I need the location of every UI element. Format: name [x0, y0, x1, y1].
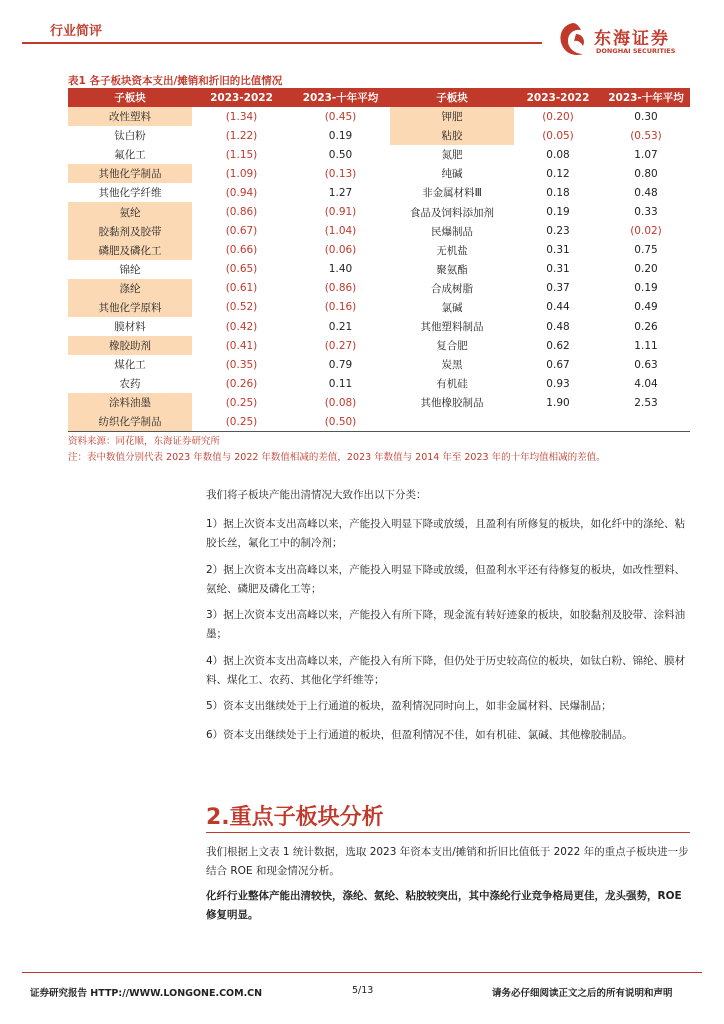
- classification-item: 6）资本支出继续处于上行通道的板块，但盈利情况不佳，如有机硅、氯碱、其他橡胶制品。: [206, 729, 633, 741]
- table-header-row: [68, 88, 690, 107]
- sector-name-cell: 氮肥: [441, 149, 463, 162]
- sector-name-cell: 氨纶: [68, 202, 192, 221]
- value-cell: 1.90: [546, 396, 570, 409]
- sector-name-cell: 纺织化学制品: [68, 413, 192, 432]
- value-cell: (1.15): [225, 148, 258, 161]
- footer-divider: [22, 972, 702, 973]
- value-cell: 2.53: [634, 396, 658, 409]
- value-cell: (0.26): [225, 377, 258, 390]
- table-row: [68, 279, 690, 298]
- value-cell: (0.61): [225, 282, 258, 295]
- value-cell: 0.48: [634, 186, 658, 199]
- sector-name-cell: 民爆制品: [431, 225, 473, 238]
- value-cell: 0.49: [634, 301, 658, 314]
- value-cell: (0.25): [225, 396, 258, 409]
- sector-name-cell: 钾肥: [390, 107, 514, 126]
- sector-name-cell: 农药: [119, 378, 141, 391]
- value-cell: (0.86): [324, 282, 357, 295]
- value-cell: (0.66): [225, 244, 258, 257]
- column-header: 2023-2022: [192, 88, 291, 107]
- sector-name-cell: 氟化工: [114, 149, 146, 162]
- value-cell: 0.50: [328, 148, 353, 161]
- classification-item: 3）据上次资本支出高峰以来，产能投入有所下降，现金流有转好迹象的板块，如胶黏剂及胶带、涂料油墨；: [206, 609, 686, 640]
- sector-name-cell: 其他化学纤维: [98, 187, 162, 200]
- value-cell: 0.75: [634, 244, 658, 257]
- section-label: 行业简评: [50, 24, 103, 39]
- value-cell: 0.63: [634, 358, 658, 371]
- classification-item: 4）据上次资本支出高峰以来，产能投入有所下降，但仍处于历史较高位的板块，如钛白粉、锦纶、膜材料、煤化工、农药、其他化学纤维等；: [206, 655, 686, 686]
- page-header: [0, 0, 724, 60]
- footer-report-link: 证券研究报告 HTTP://WWW.LONGONE.COM.CN: [30, 988, 263, 999]
- value-cell: 0.30: [634, 110, 658, 123]
- sector-name-cell: 改性塑料: [68, 107, 192, 126]
- sector-name-cell: 非金属材料Ⅲ: [422, 187, 482, 200]
- value-cell: (1.34): [225, 110, 258, 123]
- value-cell: 0.08: [546, 148, 570, 161]
- value-cell: 0.20: [634, 263, 658, 276]
- value-cell: 0.80: [634, 167, 658, 180]
- table-row: [68, 202, 690, 221]
- value-cell: 1.40: [328, 263, 353, 276]
- sector-name-cell: 胶黏剂及胶带: [68, 222, 192, 241]
- value-cell: (0.45): [324, 110, 357, 123]
- sector-name-cell: 食品及饲料添加剂: [410, 206, 494, 219]
- sector-name-cell: 复合肥: [436, 340, 468, 353]
- table-note: 注：表中数值分别代表 2023 年数值与 2022 年数值相减的差值，2023 年数值与 2014 年至 2023 年的十年均值相减的差值。: [68, 452, 606, 463]
- value-cell: (0.08): [324, 396, 357, 409]
- value-cell: 0.11: [328, 377, 353, 390]
- value-cell: (0.91): [324, 206, 357, 219]
- capex-ratio-table: [68, 88, 690, 432]
- value-cell: (0.52): [225, 301, 258, 314]
- value-cell: 0.67: [546, 358, 570, 371]
- value-cell: 0.21: [328, 320, 353, 333]
- sector-name-cell: 钛白粉: [114, 130, 146, 143]
- value-cell: (0.20): [542, 110, 574, 123]
- sector-name-cell: 炭黑: [441, 359, 463, 372]
- key-finding-paragraph: 化纤行业整体产能出清较快，涤纶、氨纶、粘胶较突出，其中涤纶行业竞争格局更佳，龙头强势，ROE 修复明显。: [206, 890, 682, 921]
- value-cell: (0.13): [324, 167, 357, 180]
- table-row: [68, 355, 690, 374]
- sector-name-cell: 氯碱: [441, 301, 463, 314]
- sector-name-cell: 无机盐: [436, 244, 468, 257]
- value-cell: 0.33: [634, 206, 658, 219]
- column-header: 2023-2022: [514, 88, 602, 107]
- value-cell: (0.41): [225, 339, 258, 352]
- table-source: 资料来源：同花顺，东海证券研究所: [68, 436, 221, 447]
- value-cell: 0.48: [546, 320, 570, 333]
- classification-item: 2）据上次资本支出高峰以来，产能投入明显下降或放缓，但盈利水平还有待修复的板块，如改性塑料、氨纶、磷肥及磷化工等；: [206, 564, 686, 595]
- column-header: 子板块: [68, 88, 192, 107]
- table-row: [68, 241, 690, 260]
- value-cell: (0.16): [324, 301, 357, 314]
- sector-name-cell: 涤纶: [68, 279, 192, 298]
- table-row: [68, 298, 690, 317]
- sector-name-cell: 聚氨酯: [436, 263, 468, 276]
- value-cell: 0.79: [328, 358, 353, 371]
- classification-intro: 我们将子板块产能出清情况大致作出以下分类：: [206, 489, 427, 501]
- value-cell: 0.62: [546, 339, 570, 352]
- header-divider: [22, 42, 542, 44]
- column-header: 2023-十年平均: [602, 88, 690, 107]
- sector-name-cell: 其他橡胶制品: [420, 397, 484, 410]
- value-cell: 1.27: [328, 186, 353, 199]
- classification-item: 5）资本支出继续处于上行通道的板块，盈利情况同时向上，如非金属材料、民爆制品；: [206, 700, 612, 712]
- value-cell: (0.35): [225, 358, 258, 371]
- table-row: [68, 317, 690, 336]
- value-cell: (0.02): [630, 225, 662, 238]
- value-cell: 0.12: [546, 167, 570, 180]
- value-cell: 0.93: [546, 377, 570, 390]
- value-cell: 0.44: [546, 301, 570, 314]
- value-cell: 1.07: [634, 148, 658, 161]
- sector-name-cell: 合成树脂: [431, 282, 473, 295]
- value-cell: (0.50): [291, 413, 390, 432]
- sector-name-cell: 橡胶助剂: [68, 336, 192, 355]
- value-cell: 0.23: [546, 225, 570, 238]
- table-row: [68, 222, 690, 241]
- sector-name-cell: 磷肥及磷化工: [68, 241, 192, 260]
- table-row: [68, 183, 690, 202]
- section-divider: [206, 832, 690, 833]
- sector-name-cell: 涂料油墨: [68, 393, 192, 412]
- sector-name-cell: 粘胶: [390, 126, 514, 145]
- value-cell: 0.19: [634, 282, 658, 295]
- table-row: [68, 336, 690, 355]
- value-cell: 0.18: [546, 186, 570, 199]
- value-cell: (0.25): [192, 413, 291, 432]
- sector-name-cell: 有机硅: [436, 378, 468, 391]
- sector-name-cell: 锦纶: [119, 263, 141, 276]
- value-cell: 0.26: [634, 320, 658, 333]
- column-header: 2023-十年平均: [291, 88, 390, 107]
- value-cell: 0.31: [546, 244, 570, 257]
- value-cell: 0.37: [546, 282, 570, 295]
- table-row: [68, 107, 690, 126]
- value-cell: (0.06): [324, 244, 357, 257]
- sector-name-cell: 纯碱: [441, 168, 463, 181]
- table-row: [68, 126, 690, 145]
- sector-name-cell: 其他化学原料: [68, 298, 192, 317]
- logo-chinese-name: 东海证券: [594, 29, 670, 49]
- value-cell: [514, 413, 602, 432]
- value-cell: (1.09): [225, 167, 258, 180]
- value-cell: 0.19: [328, 129, 353, 142]
- footer-disclaimer: 请务必仔细阅读正文之后的所有说明和声明: [492, 988, 673, 999]
- value-cell: [602, 413, 690, 432]
- table-row: [68, 164, 690, 183]
- value-cell: (0.67): [225, 225, 258, 238]
- value-cell: (0.94): [225, 186, 258, 199]
- value-cell: 4.04: [634, 377, 658, 390]
- section-heading: 2.重点子板块分析: [206, 805, 384, 830]
- logo-english-name: DONGHAI SECURITIES: [596, 47, 676, 55]
- classification-item: 1）据上次资本支出高峰以来，产能投入明显下降或放缓，且盈利有所修复的板块，如化纤中的涤纶、粘胶长丝，氟化工中的制冷剂；: [206, 518, 686, 549]
- value-cell: 0.19: [546, 206, 570, 219]
- dragon-logo-icon: [556, 20, 590, 60]
- sector-name-cell: 膜材料: [114, 321, 146, 334]
- value-cell: (0.05): [542, 129, 574, 142]
- value-cell: (0.53): [630, 129, 662, 142]
- page-number: 5/13: [352, 985, 374, 996]
- sector-name-cell: [390, 413, 514, 432]
- column-header: 子板块: [390, 88, 514, 107]
- sector-name-cell: 煤化工: [114, 359, 146, 372]
- sector-name-cell: 其他塑料制品: [420, 321, 484, 334]
- value-cell: (0.65): [225, 263, 258, 276]
- value-cell: (1.22): [225, 129, 258, 142]
- value-cell: 0.31: [546, 263, 570, 276]
- value-cell: (0.27): [324, 339, 357, 352]
- company-logo: [556, 20, 704, 64]
- table-row: [68, 145, 690, 164]
- table-row: [68, 260, 690, 279]
- value-cell: (0.86): [225, 206, 258, 219]
- table-caption: 表1 各子板块资本支出/摊销和折旧的比值情况: [68, 75, 283, 87]
- value-cell: (0.42): [225, 320, 258, 333]
- table-row: [68, 413, 690, 432]
- sector-name-cell: 其他化学制品: [68, 164, 192, 183]
- value-cell: (1.04): [324, 225, 357, 238]
- value-cell: 1.11: [634, 339, 658, 352]
- section-paragraph: 我们根据上文表 1 统计数据，选取 2023 年资本支出/摊销和折旧比值低于 2022 年的重点子板块进一步结合 ROE 和现金情况分析。: [206, 846, 689, 877]
- table-row: [68, 374, 690, 393]
- table-row: [68, 393, 690, 412]
